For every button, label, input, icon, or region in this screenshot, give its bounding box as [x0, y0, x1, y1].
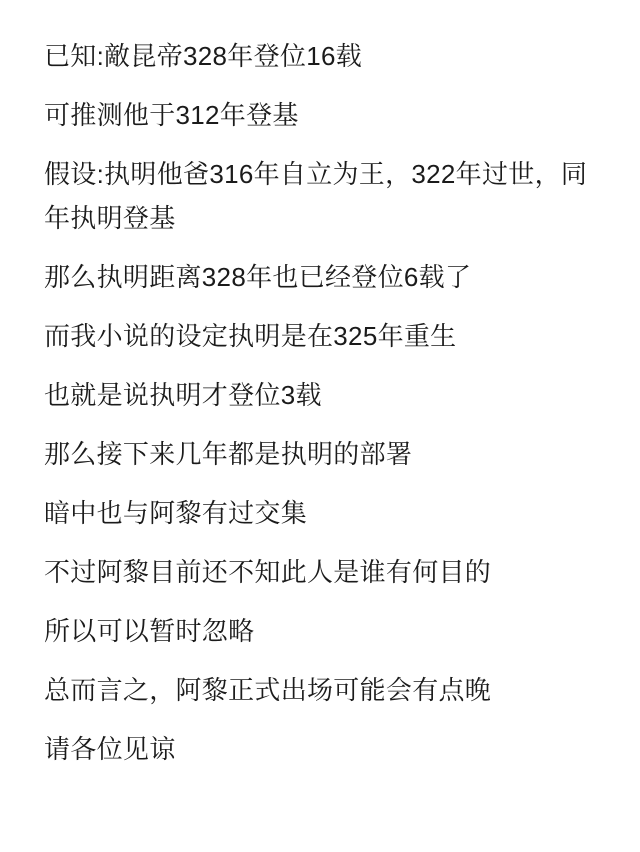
- paragraph: 不过阿黎目前还不知此人是谁有何目的: [44, 557, 492, 587]
- paragraph: 而我小说的设定执明是在325年重生: [44, 321, 457, 351]
- paragraph: 那么接下来几年都是执明的部署: [44, 439, 413, 469]
- paragraph: 总而言之，阿黎正式出场可能会有点晚: [44, 675, 492, 705]
- paragraph: 请各位见谅: [44, 734, 176, 764]
- paragraph: 可推测他于312年登基: [44, 100, 299, 130]
- paragraph: 那么执明距离328年也已经登位6载了: [44, 262, 472, 292]
- document-text-block: [44, 34, 596, 771]
- paragraph: 也就是说执明才登位3载: [44, 380, 322, 410]
- paragraph: 假设:执明他爸316年自立为王，322年过世，同年执明登基: [44, 159, 588, 233]
- paragraph: 暗中也与阿黎有过交集: [44, 498, 308, 528]
- paragraph: 已知:敵昆帝328年登位16载: [44, 41, 363, 71]
- paragraph: 所以可以暂时忽略: [44, 616, 255, 646]
